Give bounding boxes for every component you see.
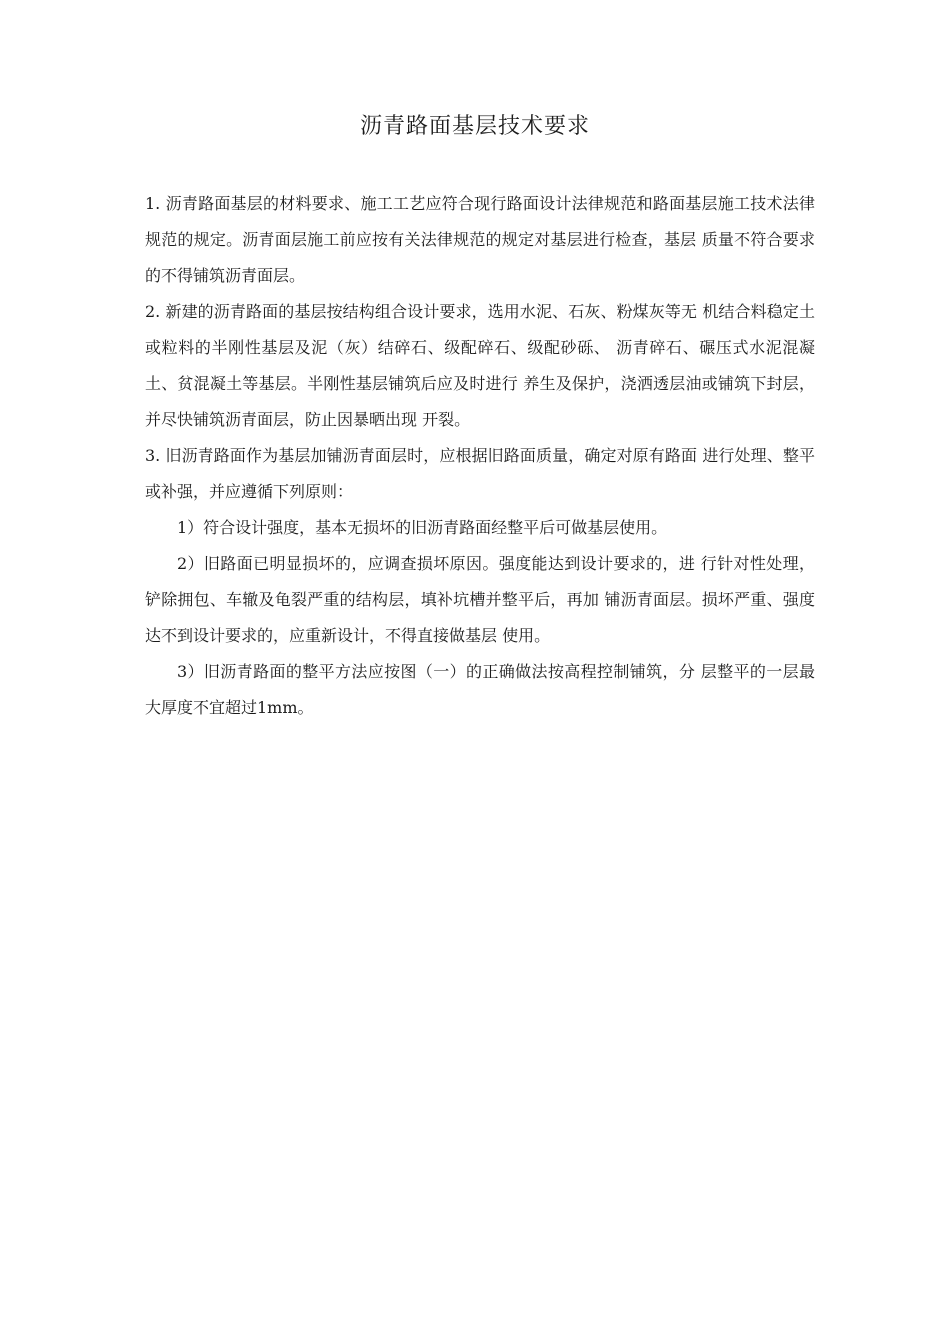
document-title: 沥青路面基层技术要求 (359, 114, 590, 139)
sub-item-2: 2）旧路面已明显损坏的，应调查损坏原因。强度能达到设计要求的，进 行针对性处理，铲除拥包、车辙及龟裂严重的结构层，填补坑槽并整平后，再加 铺沥青面层。损坏严重、强度达不到设计要求的，应重新设计，不得直接做基层 使用。 (145, 554, 815, 645)
document-body (145, 186, 815, 726)
paragraph-item-1: 1. 沥青路面基层的材料要求、施工工艺应符合现行路面设计法律规范和路面基层施工技术法律规范的规定。沥青面层施工前应按有关法律规范的规定对基层进行检查，基层 质量不符合要求的不得铺筑沥青面层。 (145, 194, 815, 285)
sub-item-3: 3）旧沥青路面的整平方法应按图（一）的正确做法按高程控制铺筑，分 层整平的一层最大厚度不宜超过1mm。 (145, 662, 815, 717)
paragraph-item-3: 3. 旧沥青路面作为基层加铺沥青面层时，应根据旧路面质量，确定对原有路面 进行处理、整平或补强，并应遵循下列原则： (145, 446, 815, 501)
sub-item-1: 1）符合设计强度，基本无损坏的旧沥青路面经整平后可做基层使用。 (177, 518, 668, 537)
paragraph-item-2: 2. 新建的沥青路面的基层按结构组合设计要求，选用水泥、石灰、粉煤灰等无 机结合料稳定土或粒料的半刚性基层及泥（灰）结碎石、级配碎石、级配砂砾、 沥青碎石、碾压式水泥混凝土、贫混凝土等基层。半刚性基层铺筑后应及时进行 养生及保护，浇洒透层油或铺筑下封层，并尽快铺筑沥青面层，防止因暴晒出现 开裂。 (145, 302, 815, 429)
